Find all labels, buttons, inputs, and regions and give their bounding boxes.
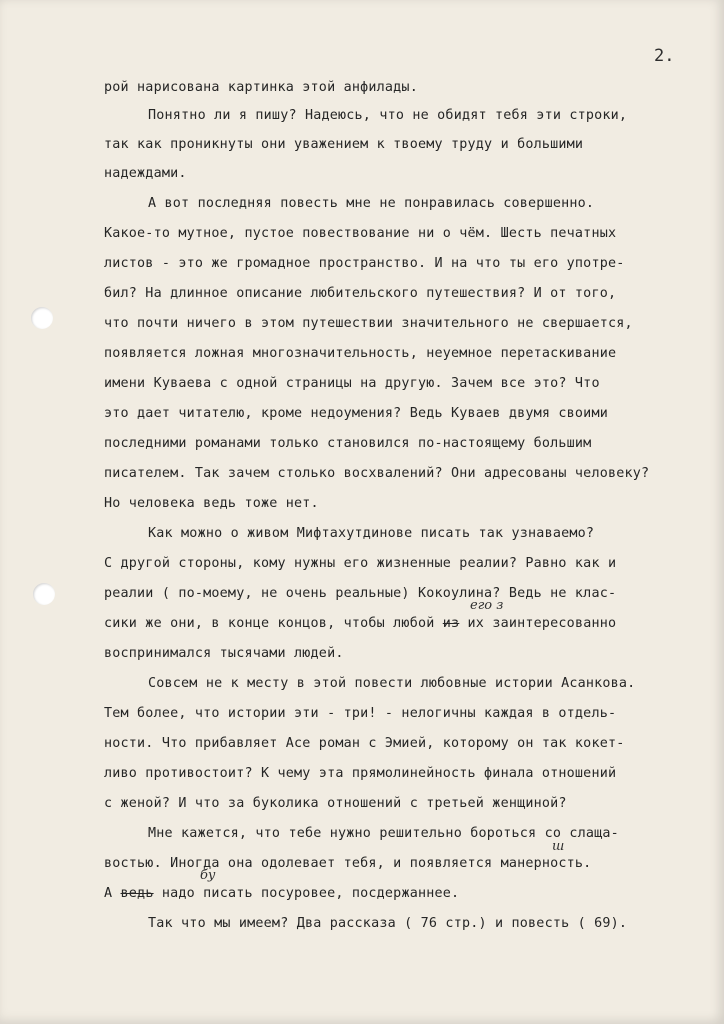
text-line-21: Совсем не к месту в этой повести любовные истории Асанкова. — [148, 676, 636, 691]
text-line-12: это дает читателю, кроме недоумения? Ведь Куваев двумя своими — [104, 406, 608, 421]
punch-hole — [33, 583, 55, 605]
struck-word: из — [442, 616, 460, 631]
text-line-18: реалии ( по-моему, не очень реальные) Кокоулина? Ведь не клас- — [104, 586, 617, 601]
text-line-17: С другой стороны, кому нужны его жизненные реалии? Равно как и — [104, 556, 617, 571]
text-line-22: Тем более, что истории эти - три! - нелогичны каждая в отдель- — [104, 706, 617, 721]
text-line-23: ности. Что прибавляет Асе роман с Эмией, которому он так кокет- — [104, 736, 625, 751]
text-line-10: появляется ложная многозначительность, неуемное перетаскивание — [104, 346, 617, 361]
text-line-1: рой нарисована картинка этой анфилады. — [104, 80, 418, 95]
text-line-28 — [104, 886, 459, 901]
text-line-15: Но человека ведь тоже нет. — [104, 496, 319, 511]
text-line-25: с женой? И что за буколика отношений с третьей женщиной? — [104, 796, 567, 811]
text-line-20: воспринимался тысячами людей. — [104, 646, 344, 661]
handwritten-correction: его з — [470, 598, 504, 613]
text-line-8: бил? На длинное описание любительского путешествия? И от того, — [104, 286, 617, 301]
text-segment: надо писать посуровее, посдержаннее. — [153, 886, 460, 901]
punch-hole — [31, 307, 53, 329]
text-line-27: востью. Иногда она одолевает тебя, и появляется манерность. — [104, 856, 592, 871]
text-line-14: писателем. Так зачем столько восхвалений? Они адресованы человеку? — [104, 466, 650, 481]
handwritten-correction: ш — [552, 839, 565, 854]
text-line-26: Мне кажется, что тебе нужно решительно бороться со слаща- — [148, 826, 619, 841]
text-segment: сики же они, в конце концов, чтобы любой — [104, 616, 443, 631]
text-line-13: последними романами только становился по-настоящему большим — [104, 436, 592, 451]
handwritten-correction: бу — [200, 868, 216, 883]
text-line-3: так как проникнуты они уважением к твоему труду и большими — [104, 137, 584, 152]
text-line-29: Так что мы имеем? Два рассказа ( 76 стр.) и повесть ( 69). — [148, 916, 628, 931]
text-line-19 — [104, 616, 616, 631]
struck-word: ведь — [120, 886, 154, 901]
text-segment: А — [104, 886, 121, 901]
text-line-9: что почти ничего в этом путешествии значительного не свершается, — [104, 316, 633, 331]
text-line-24: ливо противостоит? К чему эта прямолинейность финала отношений — [104, 766, 617, 781]
text-line-16: Как можно о живом Мифтахутдинове писать так узнаваемо? — [148, 526, 595, 541]
page-number: 2. — [654, 46, 675, 66]
text-segment: их заинтересованно — [459, 616, 617, 631]
text-line-11: имени Куваева с одной страницы на другую. Зачем все это? Что — [104, 376, 600, 391]
text-line-5: А вот последняя повесть мне не понравилась совершенно. — [148, 196, 595, 211]
text-line-6: Какое-то мутное, пустое повествование ни о чём. Шесть печатных — [104, 226, 617, 241]
text-line-2: Понятно ли я пишу? Надеюсь, что не обидят тебя эти строки, — [148, 108, 628, 123]
text-line-4: надеждами. — [104, 166, 187, 181]
text-line-7: листов - это же громадное пространство. И на что ты его употре- — [104, 256, 625, 271]
